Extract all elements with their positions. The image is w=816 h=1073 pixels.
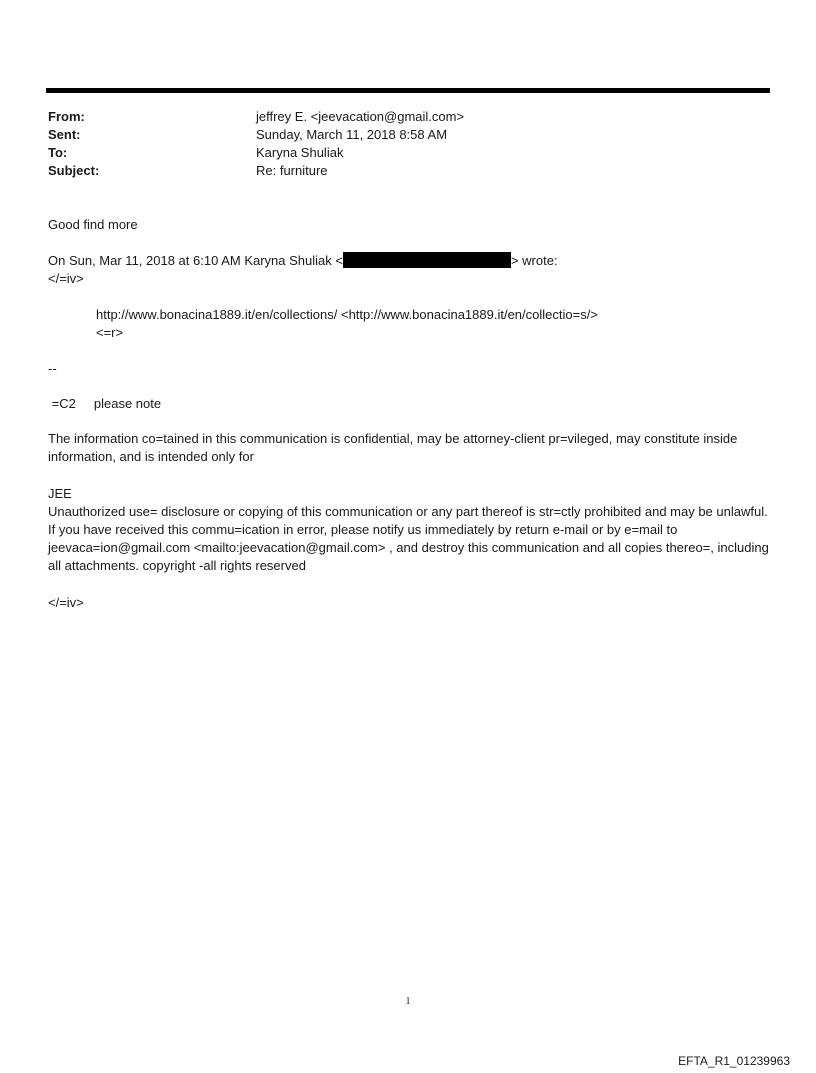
document-id: EFTA_R1_01239963 xyxy=(678,1054,790,1068)
sent-row xyxy=(48,126,464,144)
quote-intro: On Sun, Mar 11, 2018 at 6:10 AM Karyna Shuliak < xyxy=(48,253,343,268)
div-close-2: </=iv> xyxy=(48,595,84,610)
br-line: <=r> xyxy=(96,325,124,340)
disclaimer-paragraph-2: Unauthorized use= disclosure or copying of this communication or any part thereof is str=ctly prohibited and may be unlawful. If you have received this commu=ication in error, please notify us immediately by return e-mail or by e=mail to jeevaca=ion@gmail.com <mailto:jeevacation@gmail.com> , and destroy this communication and all copies thereo=, including all attachments. copyright -all rights reserved xyxy=(48,504,769,573)
quote-intro-line xyxy=(48,252,558,270)
subject-value: Re: furniture xyxy=(256,163,328,178)
email-header xyxy=(48,108,464,180)
from-row xyxy=(48,108,464,126)
page-number: 1 xyxy=(405,996,411,1007)
sent-label: Sent: xyxy=(48,127,81,142)
jee-line: JEE xyxy=(48,486,72,501)
subject-label: Subject: xyxy=(48,163,100,178)
quote-wrote: > wrote: xyxy=(510,253,558,268)
signature-line: =C2 please note xyxy=(48,396,162,411)
sent-value: Sunday, March 11, 2018 8:58 AM xyxy=(256,127,448,142)
from-value: jeffrey E. <jeevacation@gmail.com> xyxy=(256,109,465,124)
reply-text: Good find more xyxy=(48,217,138,232)
from-label: From: xyxy=(48,109,85,124)
div-close-1: </=iv> xyxy=(48,271,84,286)
to-row xyxy=(48,144,464,162)
header-rule xyxy=(46,88,770,93)
to-value: Karyna Shuliak xyxy=(256,145,344,160)
disclaimer-paragraph-1: The information co=tained in this communication is confidential, may be attorney-client pr=vileged, may constitute inside information, and is intended only for xyxy=(48,431,738,464)
to-label: To: xyxy=(48,145,68,160)
subject-row xyxy=(48,162,464,180)
link-line[interactable]: http://www.bonacina1889.it/en/collections/ <http://www.bonacina1889.it/en/collectio=s/> xyxy=(96,307,598,322)
signature-separator: -- xyxy=(48,361,57,376)
redaction-box xyxy=(343,252,511,268)
